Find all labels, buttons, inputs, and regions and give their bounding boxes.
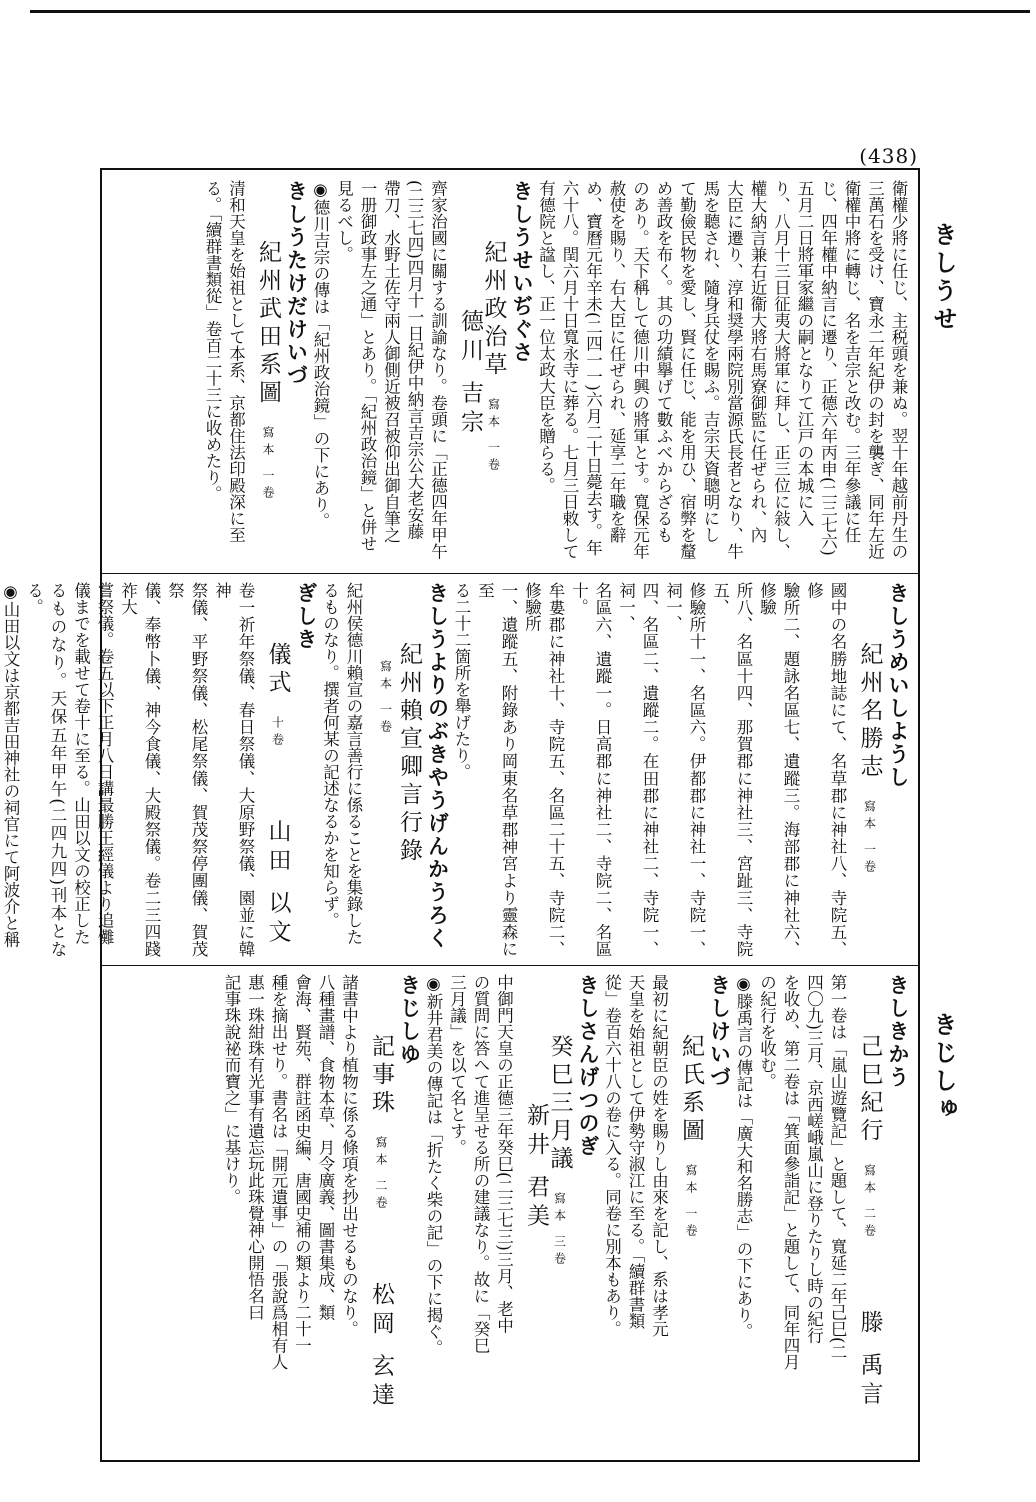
text-line: 所八、名區十四、那賀郡に神社三、宮趾三、寺院五、 (710, 582, 753, 957)
text-line: め善政を布く。其の功績擧げて數ふべからざるも (654, 180, 673, 543)
text-band-2 (1, 582, 911, 957)
text-line: 三萬石を受け、寶永二年紀伊の封を襲ぎ、同年左近 (865, 180, 885, 560)
text-line: の紀行を收む。 (757, 974, 777, 1090)
entry-volumes: 寫本 一卷 (684, 1163, 698, 1241)
text-line: 馬を聽され、隨身兵仗を賜ふ。吉宗天資聰明にし (701, 180, 720, 543)
entry-volumes: 寫本 一卷 (486, 397, 501, 475)
text-line: る二十二箇所を舉げたり。 (452, 582, 471, 780)
entry-author: 德川 吉宗 (457, 308, 483, 439)
entry-title (524, 974, 571, 1454)
entry-heading: きしうよりのぶきやうげんかうろく (425, 582, 451, 950)
text-line: 一、遺蹤五、附錄あり岡東名草郡神宮より靈森に至 (475, 582, 518, 957)
entry-title (857, 582, 881, 957)
entry-title-text: 紀州政治草 (480, 239, 507, 380)
text-line: 四、名區二、遺蹤二。在田郡に神社二、寺院一、祠一、 (616, 582, 659, 957)
entry-volumes: 十卷 (270, 715, 285, 750)
margin-header-kijishu: きじしゅ (929, 1012, 958, 1124)
text-line: 天皇を始祖として伊勢守淑江に至る。「續群書類 (626, 974, 645, 1329)
entry-volumes: 寫本 三卷 (552, 1191, 567, 1269)
text-line: ◉德川吉宗の傳は「紀州政治鏡」の下にあり。 (311, 180, 330, 529)
entry-title (857, 974, 881, 1454)
text-line: 驗所二、題詠名區七、遺蹤三。海部郡に神社六、修驗 (757, 582, 800, 957)
text-line: 衛權中將に轉じ、名を吉宗と改む。三年參議に任 (842, 180, 861, 543)
text-line: 清和天皇を始祖として本系、京都住法印殿深に至 (226, 180, 246, 543)
text-line: (二三七四)四月十一日紀伊中納言吉宗公大老安藤 (405, 180, 424, 540)
entry-heading: きしうせいぢぐさ (510, 180, 535, 364)
entry-title (679, 974, 703, 1454)
entry-title-text: 儀式 (264, 641, 291, 698)
text-line: 修驗所十一、名區六。伊都郡に神社一、寺院一、祠一、 (663, 582, 706, 957)
text-line: て勤儉民物を愛し、賢に任じ、能を用ひ、宿弊を釐 (677, 180, 697, 560)
entry-heading: ぎしき (294, 582, 319, 651)
text-line: 儀、奉幣卜儀、神今食儀、大殿祭儀。卷二三四踐祚大 (118, 582, 161, 957)
entry-title (265, 582, 289, 957)
text-line: 祭儀、平野祭儀、松尾祭儀、賀茂祭停團儀、賀茂祭 (165, 582, 208, 957)
text-line: のあり。天下稱して德川中興の將軍とす。寬保元年 (630, 180, 650, 560)
text-line: る。「續群書類從」卷百二十三に收めたり。 (203, 180, 222, 502)
page-number: (438) (859, 144, 918, 168)
text-line: ◉新井君美の傳記は「折たく柴の記」の下に揭ぐ。 (424, 974, 443, 1356)
entry-title-text: 紀氏系圖 (678, 1033, 704, 1146)
entry-title (369, 974, 393, 1454)
band-divider-1 (100, 573, 920, 574)
text-line: 紀州侯德川賴宣の嘉言善行に係ることを集錄した (344, 582, 363, 945)
text-line: 赦使を賜り、右大臣に任ぜられ、延享二年職を辭 (607, 180, 626, 543)
text-line: を收め、第二卷は「箕面參詣記」と題して、同年四月 (781, 974, 800, 1370)
entry-heading: きしけいづ (707, 974, 733, 1089)
text-line: 嘗祭儀。卷五以下正月八日講最勝王經儀より追儺 (95, 582, 114, 945)
text-line: 牟婁郡に神社十、寺院五、名區二十五、寺院二、修驗所 (522, 582, 565, 957)
text-line: 八種畫譜、食物本草、月令廣義、圖書集成、類 (316, 974, 335, 1321)
entry-title-text: 己巳紀行 (856, 1033, 883, 1146)
entry-title (458, 180, 505, 565)
text-line: ◉滕禹言の傳記は「廣大和名勝志」の下にあり。 (734, 974, 753, 1340)
text-band-1 (110, 180, 910, 565)
text-line: の質問に答へて進呈せる所の建議なり。故に「癸巳 (471, 974, 490, 1354)
text-line: るものなり。撰者何某の記述なるかを知らず。 (320, 582, 340, 929)
top-rule (30, 10, 1030, 13)
entry-author: 滕 禹言 (856, 1309, 883, 1410)
text-line: 六十八。閏六月十日寬永寺に葬る。七月三日敕して (560, 180, 579, 560)
text-line: 記事珠說祕而寶之」に基けり。 (222, 974, 241, 1205)
text-line: り、八月十三日征夷大將軍に拜し、正三位に敍し、 (771, 180, 791, 560)
text-line: 國中の名勝地誌にて、名草郡に神社八、寺院五、修 (804, 582, 847, 957)
text-line: 諸書中より植物に係る條項を抄出せるものなり。 (339, 974, 359, 1337)
entry-heading: きしさんげつのぎ (576, 974, 601, 1158)
text-line: 種を摘出せり。書名は「開元遺事」の「張說爲相有人 (269, 974, 288, 1370)
band-divider-2 (100, 965, 920, 966)
entry-title-text: 紀州賴宣卿言行錄 (396, 641, 422, 866)
entry-author: 新井 君美 (523, 1102, 549, 1233)
text-line: 會海、賢苑、群註函史編、唐國史補の類より二十一 (292, 974, 312, 1354)
text-line: 惠一珠紺珠有光事有遺忘玩此珠覺神心開悟名曰 (245, 974, 265, 1321)
text-line: 三月議」を以て名とす。 (447, 974, 467, 1156)
text-line: 儀までを載せて卷十に至る。山田以文の校正した (71, 582, 91, 945)
text-line: 卷一祈年祭儀、春日祭儀、大原野祭儀、園並に韓神 (212, 582, 255, 957)
entry-heading: きじしゆ (397, 974, 423, 1066)
text-line: るものなり。天保五年甲午(二四九四)刊本となる。 (24, 582, 67, 957)
entry-volumes: 寫本 一卷 (862, 799, 877, 877)
entry-heading: きしうたけだけいづ (284, 180, 310, 387)
text-line: 齊家治國に關する訓諭なり。卷頭に「正德四年甲午 (428, 180, 448, 560)
entry-volumes: 寫本 一卷 (261, 425, 275, 503)
entry-heading: きしうめいしようし (886, 582, 911, 789)
entry-volumes: 寫本 二卷 (862, 1163, 877, 1241)
text-line: 大臣に遷り、淳和奨學兩院別當源氏長者となり、牛 (724, 180, 744, 560)
text-line: ◉山田以文は京都吉田神社の祠官にて阿波介と稱 (1, 582, 20, 948)
text-line: 有德院と諡し、正一位太政大臣を贈らる。 (536, 180, 556, 494)
text-line: 衛權少將に任じ、主税頭を兼ぬ。翌十年越前丹生の (889, 180, 908, 560)
entry-volumes: 寫本 二卷 (374, 1135, 388, 1213)
entry-title-text: 記事珠 (368, 1033, 394, 1118)
text-line: 五月二日將軍家繼の嗣となりて江戸の本城に入 (795, 180, 814, 527)
text-line: 最初に紀朝臣の姓を賜りし由來を記し、系は孝元 (649, 974, 669, 1337)
entry-title-text: 紀州名勝志 (856, 641, 883, 782)
text-line: 見るべし。 (334, 180, 354, 263)
entry-title (373, 582, 420, 957)
entry-volumes: 寫本 一卷 (378, 659, 393, 737)
entry-author: 山田 以文 (264, 818, 291, 949)
text-line: 名區六、遺蹤一。日高郡に神社二、寺院二、名區十。 (569, 582, 612, 957)
margin-header-kishiuse: きしうせ (929, 222, 958, 334)
entry-title-text: 紀州武田系圖 (255, 239, 281, 408)
entry-title (256, 180, 280, 565)
text-line: 第一卷は「嵐山遊覽記」と題して、寬延二年己巳(二 (828, 974, 847, 1360)
text-line: 帶刀、水野土佐守兩人御側近被召被仰出御自筆之 (381, 180, 401, 543)
text-line: 中御門天皇の正德三年癸巳(二三七三)三月、老中 (494, 974, 514, 1334)
entry-title-text: 癸巳三月議 (546, 1033, 573, 1174)
text-line: 權大納言兼右近衞大將右馬寮御監に任ぜられ、內 (748, 180, 767, 543)
text-line: 一册御政事左之通」とあり。「紀州政治鏡」と併せ (358, 180, 377, 552)
text-line: め、寶曆元年辛未(二四一一)六月二十日薨去す。年 (583, 180, 603, 556)
entry-author: 松岡 玄達 (368, 1281, 394, 1411)
entry-heading: きしきかう (886, 974, 911, 1089)
text-line: 從」卷百六十八の卷に入る。同卷に別本もあり。 (602, 974, 622, 1337)
text-line: じ、四年權中納言に遷り、正德六年丙申(二三七六) (818, 180, 838, 556)
text-line: 四〇九)三月、京西嵯峨嵐山に登りたりし時の紀行 (804, 974, 824, 1344)
text-band-3 (110, 974, 910, 1454)
